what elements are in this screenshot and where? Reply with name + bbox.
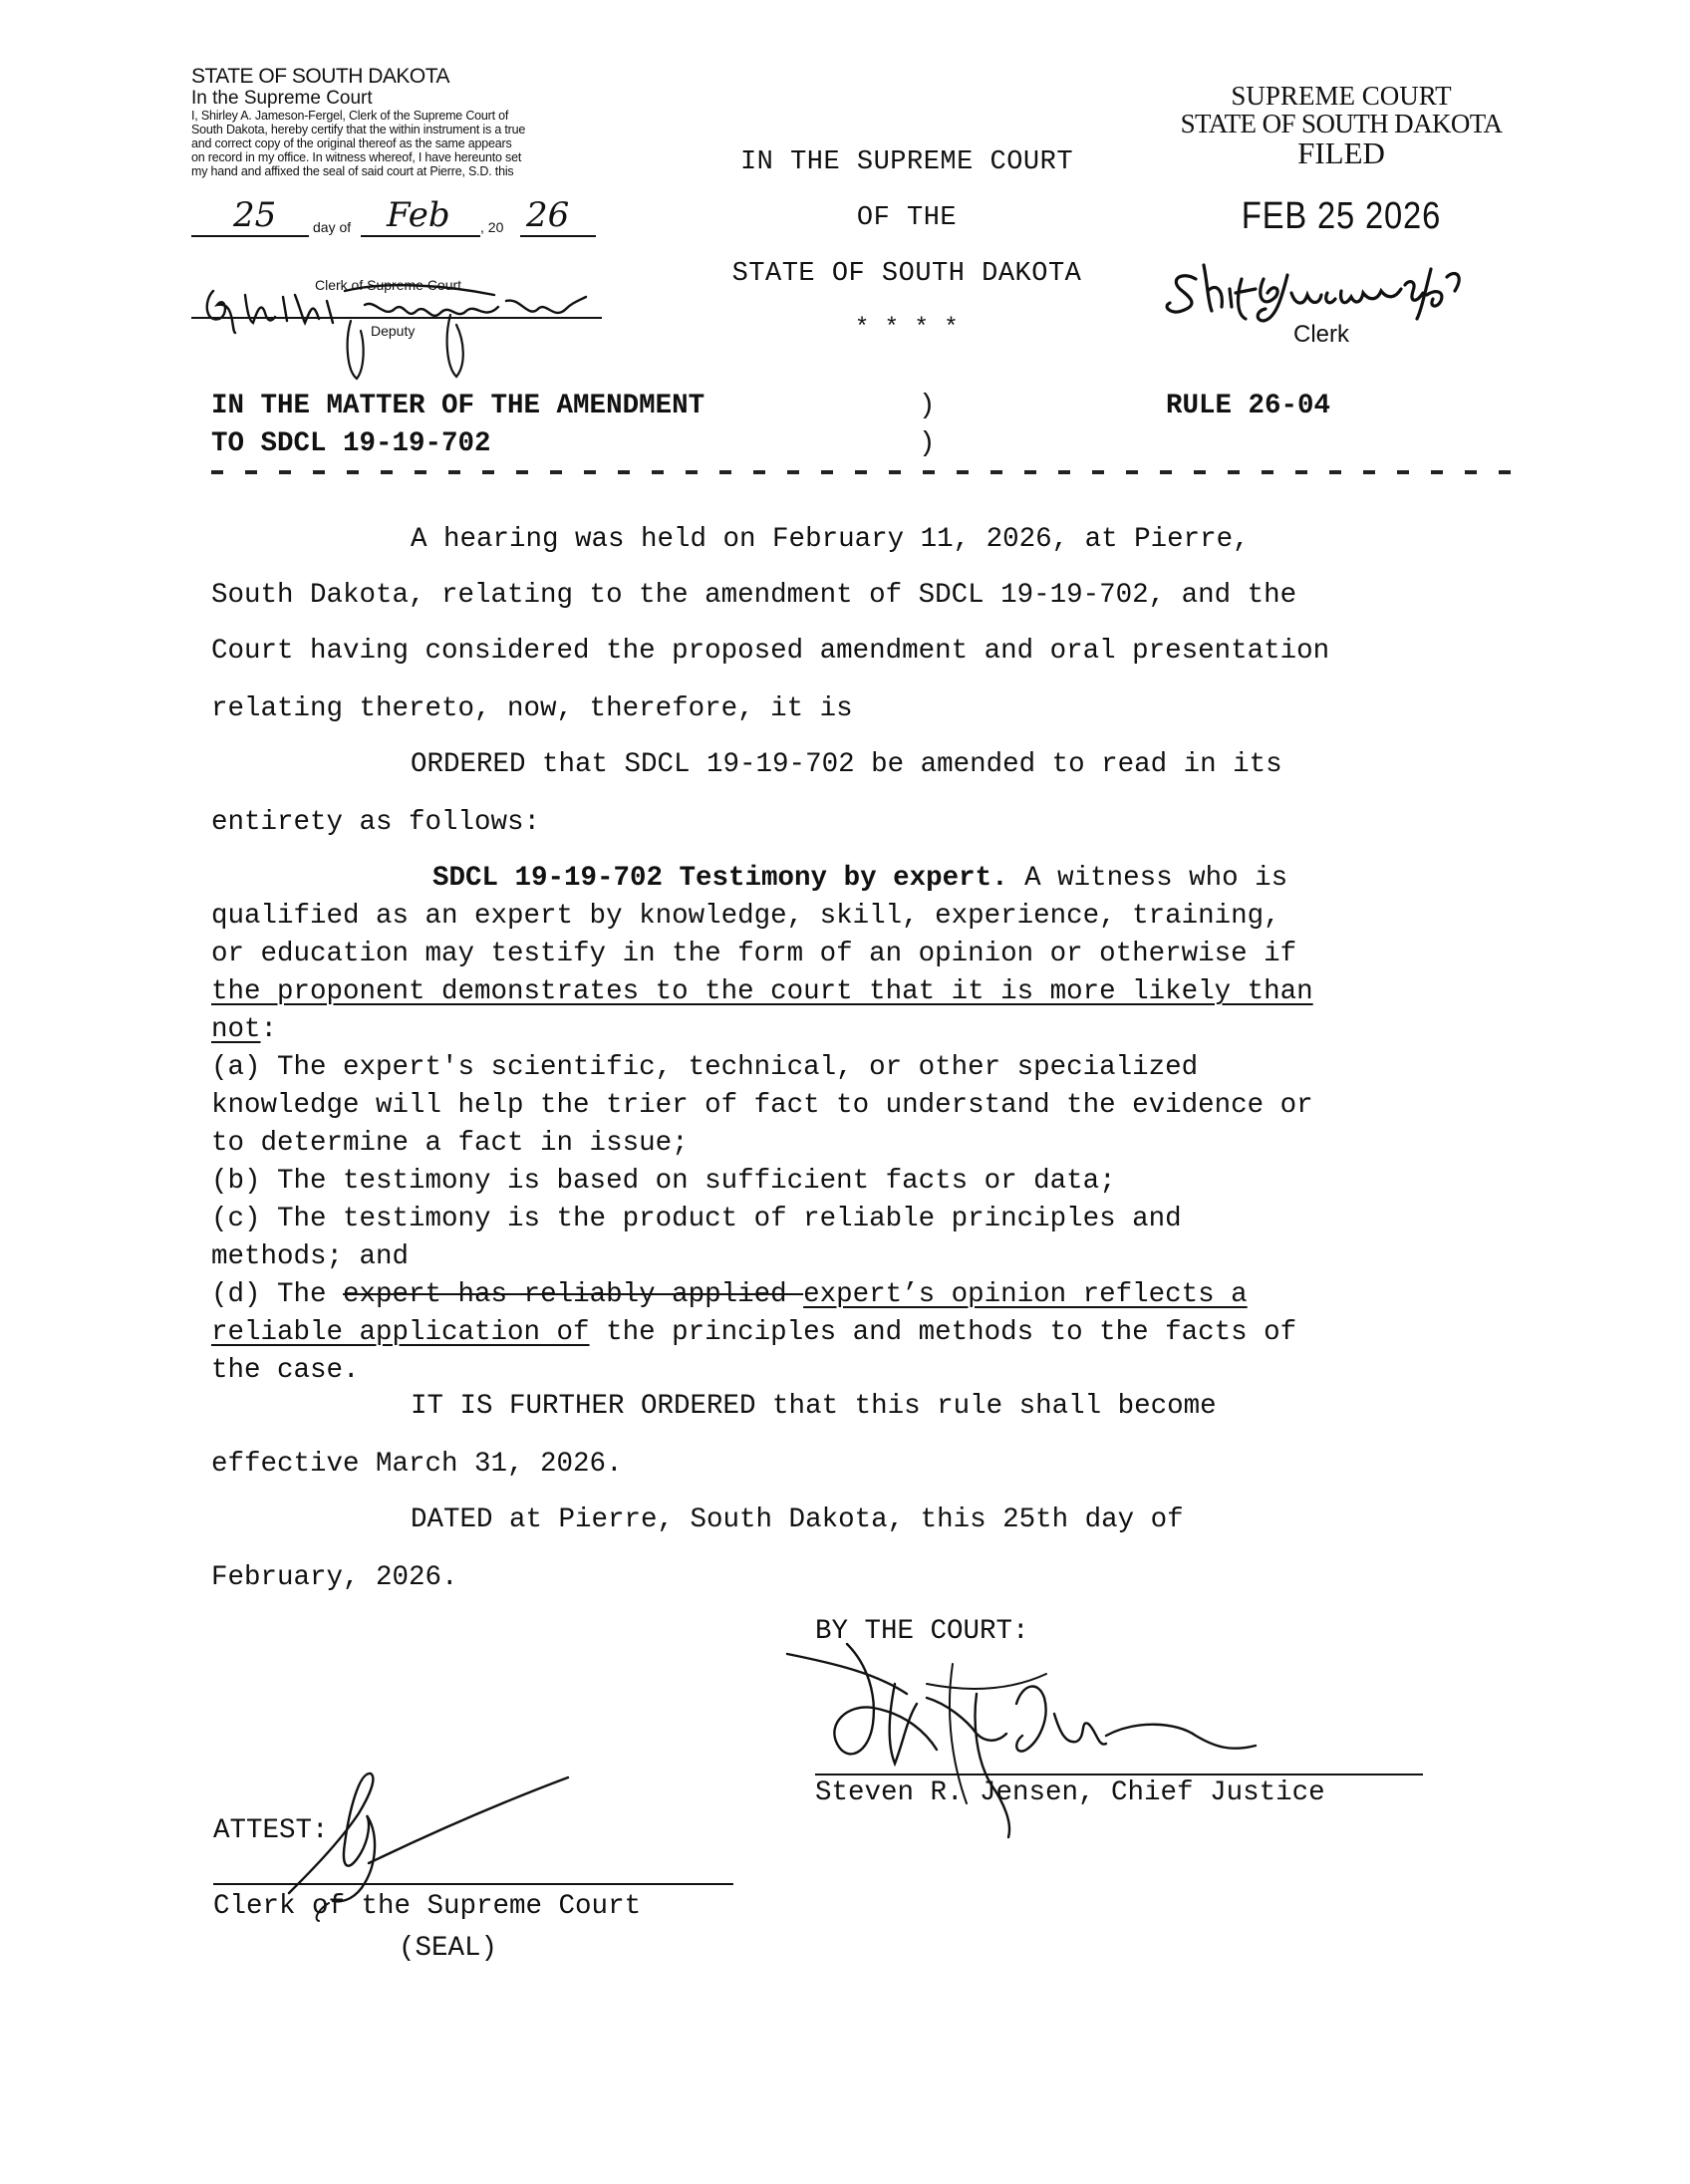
rule-text-line: not: (211, 1014, 278, 1045)
matter-line-2: TO SDCL 19-19-702 (211, 428, 491, 459)
cert-deputy-label: Deputy (371, 323, 416, 339)
rule-item-c: (c) The testimony is the product of reliable principles and (211, 1204, 1182, 1234)
hearing-paragraph-line: Court having considered the proposed amendment and oral presentation (211, 636, 1330, 667)
matter-paren-1: ) (919, 391, 936, 421)
stamp-line-1: SUPREME COURT (1231, 81, 1452, 111)
rule-item-b: (b) The testimony is based on sufficient facts or data; (211, 1166, 1116, 1197)
cert-court: In the Supreme Court (191, 88, 373, 109)
rule-heading (432, 863, 1287, 894)
attest-signature-line (213, 1883, 733, 1885)
cert-year-prefix: , 20 (480, 219, 504, 235)
deleted-text: expert has reliably applied (343, 1279, 804, 1310)
seal-label: (SEAL) (399, 1933, 498, 1964)
dated-line: February, 2026. (211, 1562, 458, 1593)
stamp-filed: FILED (1297, 136, 1385, 170)
rule-title: SDCL 19-19-702 Testimony by expert. (432, 863, 1008, 894)
clerk-title: Clerk of the Supreme Court (213, 1891, 642, 1922)
certification-block (191, 66, 630, 178)
matter-paren-2: ) (919, 428, 936, 459)
cert-line: on record in my office. In witness whereof, I have hereunto set (191, 150, 522, 164)
caption-stars: * * * * (854, 315, 960, 342)
rule-text: A witness who is (1007, 863, 1288, 894)
cert-day-of: day of (313, 219, 352, 235)
dated-line: DATED at Pierre, South Dakota, this 25th day of (411, 1504, 1184, 1535)
stamp-clerk-label: Clerk (1293, 321, 1350, 348)
further-ordered-line: IT IS FURTHER ORDERED that this rule shall become (411, 1391, 1217, 1422)
rule-item-d: the case. (211, 1355, 360, 1386)
cert-month-handwritten: Feb (387, 195, 450, 235)
hearing-paragraph-line: South Dakota, relating to the amendment of SDCL 19-19-702, and the (211, 580, 1297, 611)
rule-number: RULE 26-04 (1166, 391, 1331, 421)
attest-label: ATTEST: (213, 1815, 329, 1846)
rule-item-a: to determine a fact in issue; (211, 1128, 689, 1159)
further-ordered-line: effective March 31, 2026. (211, 1449, 623, 1480)
hearing-paragraph-line: relating thereto, now, therefore, it is (211, 693, 853, 724)
by-the-court: BY THE COURT: (815, 1616, 1029, 1647)
caption-line-1: IN THE SUPREME COURT (739, 147, 1074, 177)
chief-justice-name: Steven R. Jensen, Chief Justice (815, 1777, 1325, 1808)
ordered-paragraph-line: entirety as follows: (211, 807, 541, 838)
rule-text-inserted: not (211, 1014, 261, 1045)
cert-line: my hand and affixed the seal of said court at Pierre, S.D. this (191, 164, 514, 178)
cert-signature-line (191, 317, 602, 319)
cert-year-handwritten: 26 (526, 195, 570, 235)
inserted-text: expert’s opinion reflects a (803, 1279, 1248, 1310)
matter-line-1: IN THE MATTER OF THE AMENDMENT (211, 391, 705, 421)
rule-text-inserted: the proponent demonstrates to the court that it is more likely than (211, 976, 1313, 1007)
rule-item-c: methods; and (211, 1241, 410, 1272)
cert-line: South Dakota, hereby certify that the within instrument is a true (191, 123, 526, 136)
chief-justice-signature-line (815, 1774, 1423, 1775)
rule-text-line: qualified as an expert by knowledge, skill, experience, training, (211, 901, 1280, 932)
rule-text-line: or education may testify in the form of an opinion or otherwise if (211, 939, 1297, 969)
caption-divider (211, 470, 1519, 474)
clerk-signature-icon (1156, 249, 1515, 329)
rule-item-a: (a) The expert's scientific, technical, or other specialized (211, 1052, 1199, 1083)
rule-item-d: (d) The expert has reliably applied expert’s opinion reflects a (211, 1279, 1248, 1310)
stamp-date: FEB 25 2026 (1241, 195, 1442, 237)
hearing-paragraph-line: A hearing was held on February 11, 2026, at Pierre, (411, 524, 1250, 555)
inserted-text: reliable application of (211, 1317, 590, 1348)
cert-state: STATE OF SOUTH DAKOTA (191, 65, 450, 88)
cert-line: I, Shirley A. Jameson-Fergel, Clerk of the Supreme Court of (191, 109, 509, 123)
rule-item-d: reliable application of the principles and methods to the facts of (211, 1317, 1297, 1348)
chief-justice-signature-icon (777, 1624, 1275, 1863)
rule-item-a: knowledge will help the trier of fact to understand the evidence or (211, 1090, 1313, 1121)
cert-line: and correct copy of the original thereof as the same appears (191, 136, 512, 150)
caption-line-3: STATE OF SOUTH DAKOTA (731, 259, 1082, 289)
cert-day-handwritten: 25 (233, 195, 277, 235)
stamp-line-2: STATE OF SOUTH DAKOTA (1180, 109, 1503, 138)
ordered-paragraph-line: ORDERED that SDCL 19-19-702 be amended to read in its (411, 749, 1282, 780)
cert-clerk-label: Clerk of Supreme Court (315, 277, 462, 293)
caption-line-2: OF THE (856, 203, 958, 233)
cert-date-line (191, 195, 610, 241)
